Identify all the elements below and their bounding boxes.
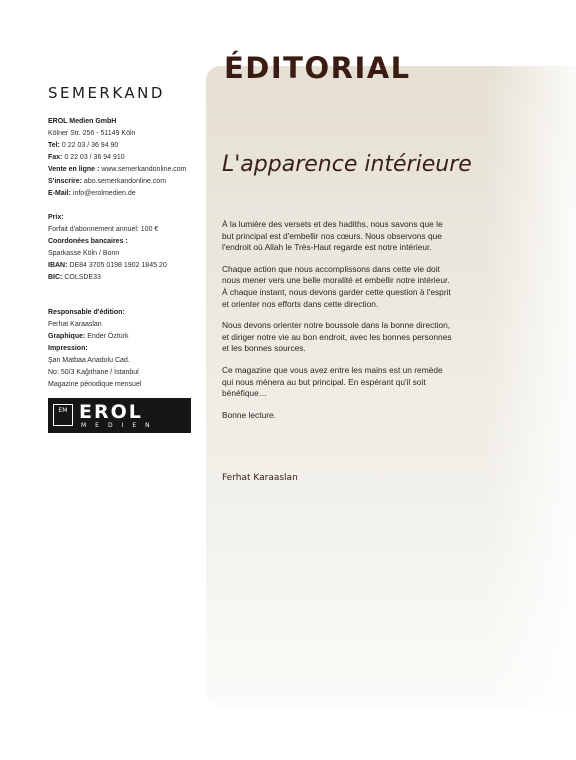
- printer-address: No: 50/3 Kağıthane / İstanbul: [48, 369, 139, 376]
- article-paragraph: Ce magazine que vous avez entre les mains est un remède qui nous mènera au but principal. En espérant qu'il soit bénéfique…: [222, 364, 443, 399]
- bank-label: Coordonées bancaires :: [48, 238, 128, 245]
- periodicity: Magazine périodique mensuel: [48, 381, 142, 388]
- iban: IBAN: DE84 3705 0198 1902 1845 20: [48, 262, 167, 269]
- graphics-credit: Graphique: Ender Öztürk: [48, 333, 129, 340]
- article-body: [222, 219, 454, 431]
- print-label: Impression:: [48, 345, 88, 352]
- editor-name: Ferhat Karaaslan: [48, 321, 102, 328]
- publisher-email: E-Mail: info@erolmedien.de: [48, 190, 136, 197]
- publisher-name: EROL Medien GmbH: [48, 118, 117, 125]
- erol-logo-subtitle: MEDIEN: [81, 422, 159, 429]
- erol-monogram-icon: EM: [53, 404, 73, 426]
- erol-medien-logo: [48, 398, 191, 433]
- price-label: Prix:: [48, 214, 64, 221]
- article-closing: Bonne lecture.: [222, 409, 277, 420]
- credits-info: [48, 307, 198, 391]
- erol-logo-word: EROL: [79, 401, 143, 423]
- semerkand-logo: SEMERKAND: [48, 84, 165, 102]
- section-heading: ÉDITORIAL: [224, 51, 411, 85]
- article-paragraph: Chaque action que nous accomplissons dans cette vie doit nous mener vers une belle moralité et embellir notre intérieur. À chaque instant, nous devons garder cette question à l'esprit et orienter nos efforts dans cette direction.: [222, 263, 451, 309]
- bank-value: Sparkasse Köln / Bonn: [48, 250, 120, 257]
- bic: BIC: COLSDE33: [48, 274, 101, 281]
- pricing-info: [48, 212, 198, 284]
- author-signature: Ferhat Karaaslan: [222, 473, 298, 483]
- price-value: Forfait d'abonnement annuel: 100 €: [48, 226, 159, 233]
- publisher-info: [48, 116, 198, 200]
- article-paragraph: Nous devons orienter notre boussole dans la bonne direction, et diriger notre vie au bon endroit, avec les bonnes personnes et les bonnes sources.: [222, 320, 452, 354]
- publisher-tel: Tel: 0 22 03 / 36 94 90: [48, 142, 119, 149]
- publisher-fax: Fax: 0 22 03 / 36 94 910: [48, 154, 125, 161]
- publisher-online: Vente en ligne : www.semerkandonline.com: [48, 166, 187, 173]
- printer-name: Şan Matbaa Anadolu Cad.: [48, 357, 130, 364]
- editor-label: Responsable d'édition:: [48, 309, 125, 316]
- publisher-address: Kölner Str. 256 - 51149 Köln: [48, 130, 136, 137]
- article-title: L'apparence intérieure: [222, 152, 472, 177]
- article-paragraph: À la lumière des versets et des hadiths, nous savons que le but principal est d'embellir nos cœurs. Nous observons que l'endroit où Allah le Très-Haut regarde est notre intérieur.: [222, 219, 443, 253]
- publisher-subscribe: S'inscrire: abo.semerkandonline.com: [48, 178, 167, 185]
